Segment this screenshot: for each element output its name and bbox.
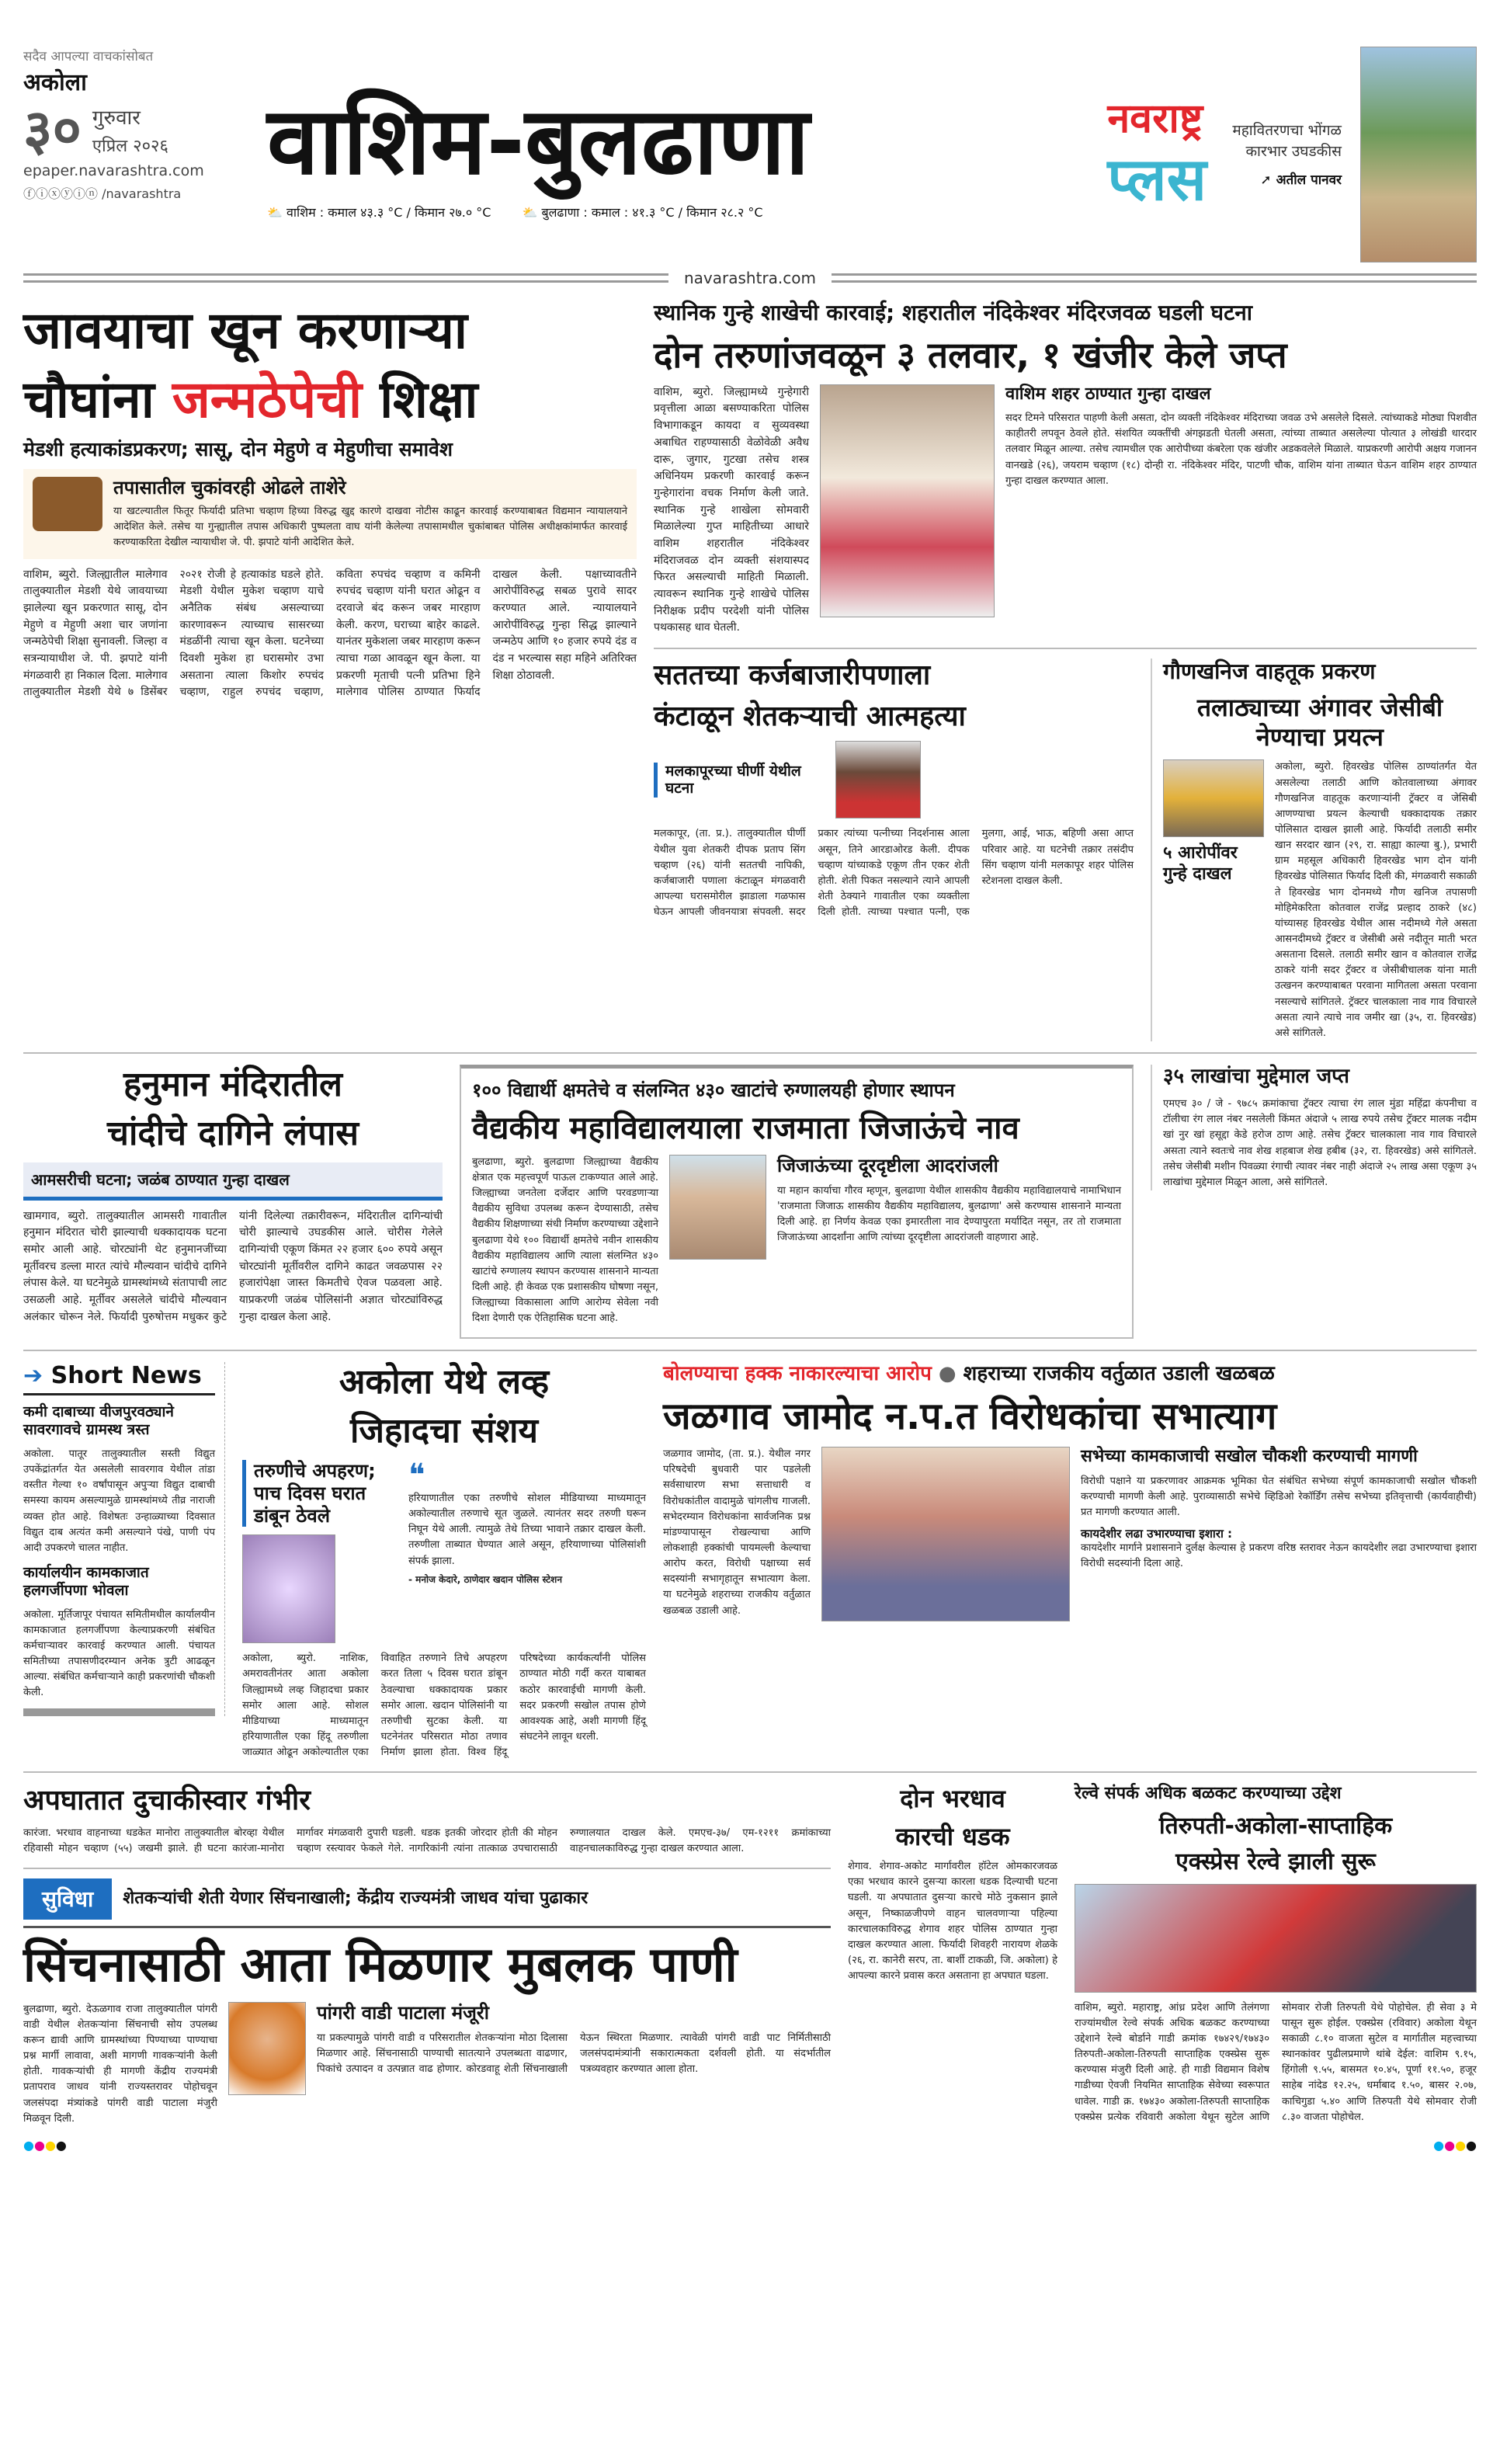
jalgaon-kicker: बोलण्याचा हक्क नाकारल्याचा आरोप ● शहराच्या राजकीय वर्तुळात उडाली खळबळ bbox=[663, 1362, 1275, 1386]
hanuman-headline-2: चांदीचे दागिने लंपास bbox=[107, 1113, 359, 1153]
medical-box bbox=[460, 1065, 1134, 1339]
akola-quote: ❝ हरियाणातील एका तरुणीचे सोशल मीडियाच्या माध्यमातून अकोल्यातील तरुणाचे सूत जुळले. त्यानंतर सदर तरुणी घरून निघून येथे आली. त्यामुळे तेथे तिच्या भावाने तक्रार दाखल केली. तरुणीला ताब्यात घेण्यात आले असून, हरियाणाच्या पोलिसांशी संपर्क झाला. - मनोज केदारे, ठाणेदार खदान पोलिस स्टेशन bbox=[408, 1457, 646, 1585]
short-news-column bbox=[23, 1362, 225, 1716]
month-year: एप्रिल २०२६ bbox=[92, 137, 168, 156]
cars-headline-2: कारची धडक bbox=[895, 1821, 1010, 1851]
cars-body: शेगाव. शेगाव-अकोट मार्गावरील हॉटेल ओमकारजवळ एका भरधाव कारने दुसऱ्या कारला धडक दिल्याची घटना घडली. या अपघातात दुसऱ्या कारचे मोठे नुकसान झाले असून, निष्काळजीपणे वाहन चालवणाऱ्या पहिल्या कारचालकाविरुद्ध शेगाव शहर पोलिस ठाण्यात गुन्हा दाखल करण्यात आला. फिर्यादी शिवहरी नारायण शेळके (२६, रा. कानेरी सरप, ता. बार्शी टाकळी, जि. अकोला) हे आपल्या कारने प्रवास करत असताना हा अपघात घडला. bbox=[848, 1861, 1057, 1983]
railway-kicker: रेल्वे संपर्क अधिक बळकट करण्याच्या उद्देश bbox=[1075, 1784, 1342, 1804]
accident-story bbox=[23, 1784, 831, 1856]
farmer-sub: मलकापूरच्या घीर्णी येथील घटना bbox=[654, 763, 825, 798]
weekday: गुरुवार bbox=[92, 106, 141, 130]
promo-block[interactable] bbox=[1225, 47, 1342, 262]
akola-headline-2: जिहादचा संशय bbox=[349, 1411, 538, 1451]
swords-body: वाशिम, ब्युरो. जिल्ह्यामध्ये गुन्हेगारी प्रवृत्तीला आळा बसण्याकरिता पोलिस विभागाकडून कायदा व सुव्यवस्था अबाधित राहण्यासाठी वेळोवेळी अवैध दारू, जुगार, गुटखा तसेच शस्त्र अधिनियम प्रकरणी कारवाई करून गुन्हेगारांना वचक निर्माण केली जाते. स्थानिक गुन्हे शाखेला सोमवारी मिळालेल्या गुप्त माहितीच्या आधारे वाशिम शहरातील नंदिकेश्वर मंदिराजवळ दोन व्यक्ती संशयास्पद फिरत असल्याची माहिती मिळाली. त्यावरून स्थानिक गुन्हे शाखेचे पोलिस निरीक्षक प्रदीप परदेशी यांनी पोलिस पथकासह धाव घेतली. bbox=[654, 385, 809, 634]
farmer-headline: सततच्या कर्जबाजारीपणाला bbox=[654, 659, 931, 692]
quote-icon: ❝ bbox=[408, 1457, 425, 1493]
irrigation-body: बुलढाणा, ब्युरो. देऊळगाव राजा तालुक्यातील पांगरी वाडी येथील शेतकऱ्यांना सिंचनाची सोय उपलब्ध करून द्यावी आणि ग्रामस्थांच्या पिण्याच्या पाण्याचा प्रश्न मार्गी लावावा, अशी मागणी गावकऱ्यांनी केली होती. गावकऱ्यांची ही मागणी केंद्रीय राज्यमंत्री प्रतापराव जाधव यांनी राज्यस्तरावर पोहोचवून जलसंपदा मंत्र्यांकडे पांगरी वाडी पाटाला मंजुरी मिळवून दिली. bbox=[23, 2003, 217, 2125]
lead-subhead: मेडशी हत्याकांडप्रकरण; सासू, दोन मेहुणे व मेहुणीचा समावेश bbox=[23, 438, 453, 461]
edition-info bbox=[23, 47, 248, 262]
minister-photo bbox=[228, 2002, 306, 2095]
weather-icon: ⛅ bbox=[267, 205, 287, 220]
social-handles[interactable]: ⓕⓘⓧⓨⓘⓝ /navarashtra bbox=[23, 186, 182, 201]
hanuman-body: खामगाव, ब्युरो. तालुक्यातील आमसरी गावातील हनुमान मंदिरात चोरी झाल्याची धक्कादायक घटना समोर आली आहे. चोरट्यांनी थेट हनुमानजींच्या मूर्तीवरच डल्ला मारत त्यांचे मौल्यवान चांदीचे दागिने लंपास केले. या घटनेमुळे ग्रामस्थांमध्ये संतापाची लाट उसळली आहे. मूर्तीवर असलेले चांदीचे मौल्यवान अलंकार चोरून नेले. फिर्यादी पुरुषोत्तम मधुकर कुटे यांनी दिलेल्या तक्रारीवरून, मंदिरातील दागिन्यांची चोरी झाल्याचे उघडकीस आले. चोरीस गेलेले दागिन्यांची एकूण किंमत २२ हजार ६०० रुपये असून चोरट्यांनी मूर्तीवरील दागिने काढत जवळपास २२ हजारांपेक्षा जास्त किमतीचे ऐवज पळवला आहे. याप्रकरणी जळंब पोलिसांनी अज्ञात चोरट्यांविरुद्ध गुन्हा दाखल केला आहे. bbox=[23, 1209, 443, 1323]
jalgaon-side-text: विरोधी पक्षाने या प्रकरणावर आक्रमक भूमिका घेत संबंधित सभेच्या संपूर्ण कामकाजाची सखोल चौकशी करण्याची मागणी केली आहे. पुराव्यासाठी सभेचे व्हिडिओ रेकॉर्डिंग तसेच सभेच्या इतिवृत्ताची (कार्यवाहीची) प्रत मागणी करण्यात आली. bbox=[1081, 1475, 1477, 1518]
railway-headline-2: एक्स्प्रेस रेल्वे झाली सुरू bbox=[1175, 1847, 1376, 1875]
swords-side-text: सदर टिमने परिसरात पाहणी केली असता, दोन व्यक्ती नंदिकेश्वर मंदिराच्या जवळ उभे असलेले दिसले. त्यांच्याकडे मोठ्या पिशवीत काहीतरी लपवून ठेवले होते. संशयित व्यक्तींची अंगझडती घेतली असता, त्यांच्या ताब्यात असलेल्या पोत्यात ३ लोखंडी धारदार तलवार मिळून आल्या. तसेच त्यामधील एक आरोपीच्या कंबरेला एक खंजीर अडकवलेले मिळाले. याप्रकरणी आरोपी अक्षय गजानन वानखडे (२६), जयराम चव्हाण (१८) दोन्ही रा. नंदिकेश्वर मंदिर, पाटणी चौक, वाशिम यांना ताब्यात घेऊन वाशिम शहर ठाण्यात गुन्हा दाखल करण्यात आला. bbox=[1005, 412, 1477, 487]
love-jihad-illustration bbox=[242, 1534, 335, 1643]
section-top bbox=[23, 300, 1477, 1041]
weather-washim: ⛅ वाशिम : कमाल ४३.३ °C / किमान २७.० °C bbox=[267, 205, 491, 220]
lead-sidebox: तपासातील चुकांवरही ओढले ताशेरे या खटल्यातील फितूर फिर्यादी प्रतिभा चव्हाण हिच्या विरुद्ध खुद्द कारणे दाखवा नोटीस काढून कारवाई करण्याबाबत विद्यमान न्यायालयाने आदेशित केले. तसेच या गुन्ह्यातील तपास अधिकारी पुष्पलता वाघ यांनी केलेल्या तपासामधील चुकांबाबत पोलिस अधीक्षकांमार्फत कारवाई करण्याकरिता देखील न्यायाधीश जे. पी. झपाटे यांनी आदेशित केले. bbox=[23, 469, 637, 558]
college-photo bbox=[669, 1155, 766, 1260]
epaper-link[interactable]: epaper.navarashtra.com bbox=[23, 162, 204, 179]
title-block bbox=[267, 47, 1089, 262]
cars-headline: दोन भरधाव bbox=[900, 1784, 1005, 1814]
tagline: सदैव आपल्या वाचकांसोबत bbox=[23, 49, 154, 64]
jcb-photo bbox=[1163, 759, 1264, 837]
lead-headline: जावयाचा खून करणाऱ्या bbox=[23, 301, 467, 360]
jalgaon-body: जळगाव जामोद, (ता. प्र.). येथील नगर परिषदेची बुधवारी पार पडलेली सर्वसाधारण सभा सत्ताधारी व विरोधकांतील वादामुळे चांगलीच गाजली. सभेदरम्यान विरोधकांना सार्वजनिक प्रश्न मांडण्यापासून रोखल्याचा आणि लोकशाही हक्कांची पायमल्ली केल्याचा आरोप करत, विरोधी पक्षाच्या सर्व सदस्यांनी सभागृहातून सभात्याग केला. या घटनेमुळे शहराच्या राजकीय वर्तुळात खळबळ उडाली आहे. bbox=[663, 1448, 811, 1617]
bottom-left-column bbox=[23, 1784, 831, 2127]
edition-city: अकोला bbox=[23, 69, 87, 96]
section-middle bbox=[23, 1052, 1477, 1339]
hanuman-story bbox=[23, 1065, 443, 1326]
swords-side-title: वाशिम शहर ठाण्यात गुन्हा दाखल bbox=[1005, 384, 1211, 404]
lead-body: वाशिम, ब्युरो. जिल्ह्यातील मालेगाव तालुक्यातील मेडशी येथे जावयाच्या झालेल्या खून प्रकरणात सासू, दोन मेहुणे व मेहुणी अशा चार जणांना जन्मठेपेची शिक्षा सुनावली. जिल्हा व सत्रन्यायाधीश जे. पी. झपाटे यांनी मंगळवारी हा निकाल दिला. मालेगाव तालुक्यातील मेडशी येथे ७ डिसेंबर २०२१ रोजी हे हत्याकांड घडले होते. मेडशी येथील मुकेश चव्हाण याचे अनैतिक संबंध असल्याच्या कारणावरून त्याच्याच सासरच्या मंडळींनी त्याचा खून केला. घटनेच्या दिवशी मुकेश हा घरासमोर उभा असताना त्याला किशोर रुपचंद चव्हाण, राहुल रुपचंद चव्हाण, कविता रुपचंद चव्हाण व कमिनी रुपचंद चव्हाण यांनी घरात ओढून व दरवाजे बंद करून जबर मारहाण केली. करण, घराच्या बाहेर काढले. यानंतर मुकेशला जबर मारहाण करून त्याचा गळा आवळून खून केला. या प्रकरणी मृताची पत्नी प्रतिभा हिने मालेगाव पोलिस ठाण्यात फिर्याद दाखल केली. पक्षाच्यावतीने आरोपींविरुद्ध सबळ पुरावे सादर करण्यात आले. न्यायालयाने आरोपींविरुद्ध गुन्हा सिद्ध झाल्याने जन्मठेप आणि १० हजार रुपये दंड व दंड न भरल्यास सहा महिने अतिरिक्त शिक्षा ठोठावली. bbox=[23, 568, 637, 699]
hanuman-box: आमसरीची घटना; जळंब ठाण्यात गुन्हा दाखल bbox=[23, 1162, 443, 1201]
masthead-rule bbox=[23, 273, 668, 283]
irrigation-side-title: पांगरी वाडी पाटाला मंजूरी bbox=[317, 2001, 489, 2024]
farmer-photo bbox=[835, 741, 921, 818]
brand-navarashtra: नवराष्ट्र bbox=[1107, 96, 1203, 143]
mining-headline: तलाठ्याच्या अंगावर जेसीबी नेण्याचा प्रयत्न bbox=[1196, 692, 1443, 752]
gavel-icon bbox=[33, 477, 102, 531]
akola-headline: अकोला येथे लव्ह bbox=[339, 1362, 550, 1402]
farmer-body: मलकापूर, (ता. प्र.). तालुक्यातील घीर्णी येथील युवा शेतकरी दीपक प्रताप सिंग चव्हाण (२६) यांनी सततची नापिकी, कर्जबाजारी पणाला कंटाळून मंगळवारी आपल्या घरासमोरील झाडाला गळफास घेऊन आपली जीवनयात्रा संपवली. सदर प्रकार त्यांच्या पत्नीच्या निदर्शनास आला असून, तिने आरडाओरड केली. दीपक चव्हाण यांच्याकडे एकूण तीन एकर शेती होती. शेती पिकत नसल्याने त्याने आपली शेती ठेक्याने गावातील एका व्यक्तीला दिली होती. त्याच्या पश्चात पत्नी, एक मुलगा, आई, भाऊ, बहिणी असा आप्त परिवार आहे. या घटनेची तक्रार तसंदीप सिंग चव्हाण यांनी मलकापूर शहर पोलिस स्टेशनला दाखल केली. bbox=[654, 828, 1134, 919]
date-day: ३० bbox=[23, 97, 82, 162]
accident-body: कारंजा. भरधाव वाहनाच्या धडकेत मानोरा तालुक्यातील बोरव्हा येथील रहिवासी मोहन चव्हाण (५५) जखमी झाले. ही घटना कारंजा-मानोरा मार्गावर मंगळवारी दुपारी घडली. धडक इतकी जोरदार होती की मोहन चव्हाण रस्त्यावर फेकले गेले. नागरिकांनी त्यांना तात्काळ उपचारासाठी रुग्णालयात दाखल केले. एमएच-३७/ एम-१२११ क्रमांकाच्या वाहनचालकाविरुद्ध गुन्हा दाखल करण्यात आला. bbox=[23, 1826, 831, 1854]
right-top-column bbox=[654, 300, 1477, 1041]
jalgaon-legal: कायदेशीर लढा उभारण्याचा इशारा : कायदेशीर मार्गाने प्रशासनाने दुर्लक्ष केल्यास हे प्रकरण वरिष्ठ स्तरावर नेऊन कायदेशीर लढा उभारण्याचा इशारा विरोधी सदस्यांनी दिला आहे. bbox=[1081, 1526, 1477, 1570]
weather-icon: ⛅ bbox=[522, 205, 542, 220]
arrow-icon: ➚ bbox=[1260, 172, 1276, 189]
social-icons: ⓕⓘⓧⓨⓘⓝ bbox=[23, 186, 102, 201]
registration-marks: ●●●● bbox=[1433, 2137, 1477, 2153]
short-news-label: ➔ Short News bbox=[23, 1362, 215, 1395]
irrigation-story bbox=[23, 1868, 831, 2127]
swords-kicker: स्थानिक गुन्हे शाखेची कारवाई; शहरातील नंदिकेश्वर मंदिरजवळ घडली घटना bbox=[654, 300, 1253, 325]
irrigation-kicker: शेतकऱ्यांची शेती येणार सिंचनाखाली; केंद्रीय राज्यमंत्री जाधव यांचा पुढाकार bbox=[123, 1889, 589, 1909]
akola-body: अकोला, ब्युरो. नाशिक, अमरावतीनंतर आता अकोला जिल्ह्यामध्ये लव्ह जिहादचा प्रकार समोर आला आहे. सोशल मीडियाच्या माध्यमातून हरियाणातील एका हिंदू तरुणीला जाळ्यात ओढून अकोल्यातील एका विवाहित तरुणाने तिचे अपहरण करत तिला ५ दिवस घरात डांबून ठेवल्याचा धक्कादायक प्रकार समोर आला. खदान पोलिसांनी या तरुणीची सुटका केली. या घटनेनंतर परिसरात मोठा तणाव निर्माण झाला होता. विश्व हिंदू परिषदेच्या कार्यकर्त्यांनी पोलिस ठाण्यात मोठी गर्दी करत याबाबत कठोर कारवाईची मागणी केली. सदर प्रकरणी सखोल तपास होणे आवश्यक आहे, अशी मागणी हिंदू संघटनेने लावून धरली. bbox=[242, 1653, 646, 1759]
registration-footer bbox=[23, 2138, 1477, 2153]
jalgaon-photo bbox=[821, 1447, 1070, 1621]
railway-headline: तिरुपती-अकोला-साप्ताहिक bbox=[1158, 1812, 1393, 1840]
promo-photo[interactable] bbox=[1360, 47, 1477, 262]
accident-headline: अपघातात दुचाकीस्वार गंभीर bbox=[23, 1785, 311, 1817]
suvidha-tag: सुविधा bbox=[23, 1878, 112, 1920]
promo-text[interactable]: महावितरणचा भोंगळ कारभार उघडकीस bbox=[1232, 122, 1342, 160]
jalgaon-headline: जळगाव जामोद न.प.त विरोधकांचा सभात्याग bbox=[663, 1394, 1277, 1438]
farmer-mining-row bbox=[654, 648, 1477, 1041]
seizure-headline: ३५ लाखांचा मुद्देमाल जप्त bbox=[1163, 1065, 1349, 1088]
hanuman-headline: हनुमान मंदिरातील bbox=[123, 1065, 342, 1104]
farmer-story bbox=[654, 659, 1134, 920]
section-bottom bbox=[23, 1771, 1477, 2127]
railway-body: वाशिम, ब्युरो. महाराष्ट्र, आंध्र प्रदेश आणि तेलंगणा राज्यांमधील रेल्वे संपर्क अधिक बळकट करण्याच्या उद्देशाने रेल्वे बोर्डाने गाडी क्रमांक १७४२९/१७४३० तिरुपती-अकोला-तिरुपती साप्ताहिक एक्स्प्रेस सुरू करण्यास मंजुरी दिली आहे. ही गाडी विद्यमान विशेष गाडीच्या ऐवजी नियमित साप्ताहिक सेवेच्या स्वरूपात धावेल. गाडी क्र. १७४३० अकोला-तिरुपती साप्ताहिक एक्स्प्रेस प्रत्येक रविवारी अकोला येथून सुटेल आणि सोमवार रोजी तिरुपती येथे पोहोचेल. ही सेवा ३ मे पासून सुरू होईल. एक्स्प्रेस (रविवार) अकोला येथून सकाळी ८.१० वाजता सुटेल व मार्गातील महत्त्वाच्या स्थानकांवर पुढीलप्रमाणे थांबे देईल: वाशिम ९.१५, हिंगोली ९.५५, बासमत १०.४५, पूर्णा ११.५०, हजूर साहेब नांदेड १२.२५, धर्माबाद १.५०, बासर २.०७, काचिगुडा ५.४० आणि तिरुपती येथे सोमवार रोजी ८.३० वाजता पोहोचेल. bbox=[1075, 2001, 1477, 2123]
masthead-footer bbox=[23, 269, 1477, 287]
masthead bbox=[23, 47, 1477, 262]
swords-story bbox=[654, 300, 1477, 637]
divider bbox=[23, 1708, 215, 1716]
jalgaon-story bbox=[663, 1362, 1477, 1621]
medical-body: बुलढाणा, ब्युरो. बुलढाणा जिल्ह्याच्या वैद्यकीय क्षेत्रात एक महत्त्वपूर्ण पाऊल टाकण्यात आले आहे. जिल्ह्याच्या जनतेला दर्जेदार आणि परवडणाऱ्या वैद्यकीय सुविधा उपलब्ध करून देण्यासाठी, तसेच वैद्यकीय शिक्षणाच्या संधी निर्माण करण्याच्या उद्देशाने बुलढाणा येथे १०० विद्यार्थी क्षमतेचे नवीन शासकीय वैद्यकीय महाविद्यालय आणि त्याला संलग्नित ४३० खाटांचे रुग्णालय स्थापन करण्यास शासनाने मान्यता दिली आहे. ही केवळ एक प्रशासकीय घोषणा नसून, जिल्ह्याच्या विकासाला आणि आरोग्य सेवेला नवी दिशा देणारी एक ऐतिहासिक घटना आहे. bbox=[472, 1156, 658, 1325]
seizure-body: एमएच ३० / जे - ९७८५ क्रमांकाचा ट्रॅक्टर त्याचा रंग लाल मुंडा महिंद्रा कंपनीचा व टॉलीचा रंग लाल नंबर नसलेली किंमत अंदाजे ५ लाख रुपये तसेच ट्रॅक्टर मालक नदीम खां नुर खां हसूद्दा केडे हरोज ठाण आहे. तसेच ट्रॅक्टर चालकाला नाव गाव विचारले असता त्याने स्वतःचे नाव शेख शहबाज शेख हबीब (३२, रा. हिवरखेड) असे सांगितले. तसेच जेसीबी मशीन पिवळ्या रंगाची त्यावर नंबर नाही अंदाजे २५ लाख असा एकूण ३५ लाखांचा मुद्देमाल मिळून आला, असे सांगितले. bbox=[1163, 1098, 1477, 1188]
brand-plus: प्लस bbox=[1107, 144, 1207, 214]
date-block bbox=[23, 97, 248, 162]
swords-photo bbox=[820, 384, 995, 617]
mining-body: अकोला, ब्युरो. हिवरखेड पोलिस ठाण्यांतर्गत येत असलेल्या तलाठी आणि कोतवालाच्या अंगावर गौणखनिज वाहतूक करणाऱ्यांनी ट्रॅक्टर व जेसिबी आणण्याचा प्रयत्न केल्याची धक्कादायक तक्रार पोलिसात दाखल झाली आहे. फिर्यादी तलाठी समीर खान सरदार खान (२९, रा. साह्या काल्या बु.), प्रभारी ग्राम महसूल अधिकारी हिवरखेड भाग दोन यांनी हिवरखेड पोलिसात फिर्याद दिली की, मंगळवारी सकाळी ते हिवरखेड भाग दोनमध्ये गौण खनिज तपासणी मोहिमेकरिता कोतवाल राजेंद्र प्रल्हाद ठाकरे (४८) यांच्यासह हिवरखेड येथील आस नदीमध्ये गेले असता आसनदीमध्ये ट्रॅक्टर व जेसीबी असे नदीतून माती भरत असताना दिसले. तलाठी समीर खान व कोतवाल राजेंद्र ठाकरे यांनी सदर ट्रॅक्टर व जेसीबीचालक यांना माती उत्खनन करण्याबाबत परवाना मागितला असता परवाना नसल्याचे सांगितले. ट्रॅक्टर चालकाला नाव गाव विचारले असता त्याने त्याचे नाव जमीर खा (३५, रा. हिवरखेड) असे सांगितले. bbox=[1275, 761, 1477, 1039]
medical-side-title: जिजाऊंच्या दूरदृष्टीला आदरांजली bbox=[777, 1154, 998, 1176]
lead-headline-2: चौघांना जन्मठेपेची शिक्षा bbox=[23, 370, 478, 430]
weather-buldhana: ⛅ बुलढाणा : कमाल : ४१.३ °C / किमान २८.२ °C bbox=[522, 205, 763, 220]
railway-story bbox=[1075, 1784, 1477, 2125]
masthead-rule bbox=[832, 273, 1477, 283]
mining-story bbox=[1151, 659, 1477, 1041]
brand-block bbox=[1107, 47, 1207, 262]
lead-story bbox=[23, 300, 637, 701]
train-photo bbox=[1075, 1884, 1477, 1993]
section-lower bbox=[23, 1350, 1477, 1760]
medical-headline: वैद्यकीय महाविद्यालयाला राजमाता जिजाऊंचे नाव bbox=[472, 1110, 1019, 1146]
short-news-item[interactable]: कमी दाबाच्या वीजपुरवठ्याने सावरगावचे ग्रामस्थ त्रस्त अकोला. पातूर तालुक्यातील सस्ती विद्युत उपकेंद्रांतर्गत येत असलेली सावरगाव येथील तांडा वस्तीत गेल्या १० वर्षांपासून अपुऱ्या विद्युत दाबाची समस्या कायम असल्यामुळे ग्रामस्थांमध्ये तीव्र नाराजी व्यक्त होत आहे. विशेषतः उन्हाळ्याच्या दिवसात विद्युत दाब अत्यंत कमी असल्याने पंखे, पाणी पंप आदी उपकरणे चालत नाहीत. bbox=[23, 1403, 215, 1554]
akola-sub: तरुणीचे अपहरण; पाच दिवस घरात डांबून ठेवले bbox=[242, 1460, 398, 1527]
short-news-item[interactable]: कार्यालयीन कामकाजात हलगर्जीपणा भोवला अकोला. मूर्तिजापूर पंचायत समितीमधील कार्यालयीन कामकाजात हलगर्जीपणा केल्याप्रकरणी संबंधित कर्मचाऱ्यावर कारवाई करण्यात आली. पंचायत समितीच्या तपासणीदरम्यान अनेक त्रुटी आढळून आल्या. संबंधित कर्मचाऱ्याने काही प्रकरणांची चौकशी केली. bbox=[23, 1563, 215, 1699]
mining-sub: ५ आरोपींवर गुन्हे दाखल bbox=[1163, 843, 1238, 884]
newspaper-title: वाशिम-बुलढाणा bbox=[267, 88, 810, 196]
medical-side-text: या महान कार्याचा गौरव म्हणून, बुलढाणा येथील शासकीय वैद्यकीय महाविद्यालयाचे नामाभिधान 'राजमाता जिजाऊ शासकीय वैद्यकीय महाविद्यालय, बुलढाणा' असे करण्यास शासनाने मान्यता दिली आहे. हा निर्णय केवळ एका इमारतीला नाव देण्यापुरता मर्यादित नसून, तर तो राजमाता जिजाऊंच्या आदर्शांना आणि त्यांच्या दूरदृष्टीला आदरांजली वाहणारा आहे. bbox=[777, 1184, 1121, 1244]
farmer-headline-2: कंटाळून शेतकऱ्याची आत्महत्या bbox=[654, 700, 966, 733]
promo-author: ➚ अतील पानवर bbox=[1260, 172, 1342, 189]
jalgaon-side-title: सभेच्या कामकाजाची सखोल चौकशी करण्याची मागणी bbox=[1081, 1447, 1418, 1467]
akola-story bbox=[242, 1362, 646, 1760]
cars-story bbox=[848, 1784, 1057, 1984]
medical-kicker: १०० विद्यार्थी क्षमतेचे व संलग्नित ४३० खाटांचे रुग्णालयही होणार स्थापन bbox=[472, 1079, 955, 1101]
swords-headline: दोन तरुणांजवळून ३ तलवार, १ खंजीर केले जप्त bbox=[654, 333, 1287, 376]
registration-marks: ●●●● bbox=[23, 2137, 67, 2153]
seizure-story bbox=[1151, 1065, 1477, 1190]
irrigation-headline: सिंचनासाठी आता मिळणार मुबलक पाणी bbox=[23, 1936, 738, 1993]
irrigation-side-text: या प्रकल्पामुळे पांगरी वाडी व परिसरातील शेतकऱ्यांना मोठा दिलासा मिळणार आहे. सिंचनासाठी पाण्याची सातत्याने उपलब्धता वाढणार, पिकांचे उत्पादन व उत्पन्नात वाढ होणार. कोरडवाहू शेती सिंचनाखाली येऊन स्थिरता मिळणार. त्यावेळी पांगरी वाडी पाट निर्मितीसाठी जलसंपदामंत्र्यांनी सकारात्मकता दर्शवली होती. या संदर्भातील पत्रव्यवहार करण्यात आला होता. bbox=[317, 2031, 831, 2075]
arrow-icon: ➔ bbox=[23, 1362, 51, 1390]
site-url[interactable]: navarashtra.com bbox=[684, 269, 816, 287]
mining-kicker: गौणखनिज वाहतूक प्रकरण bbox=[1163, 659, 1376, 685]
